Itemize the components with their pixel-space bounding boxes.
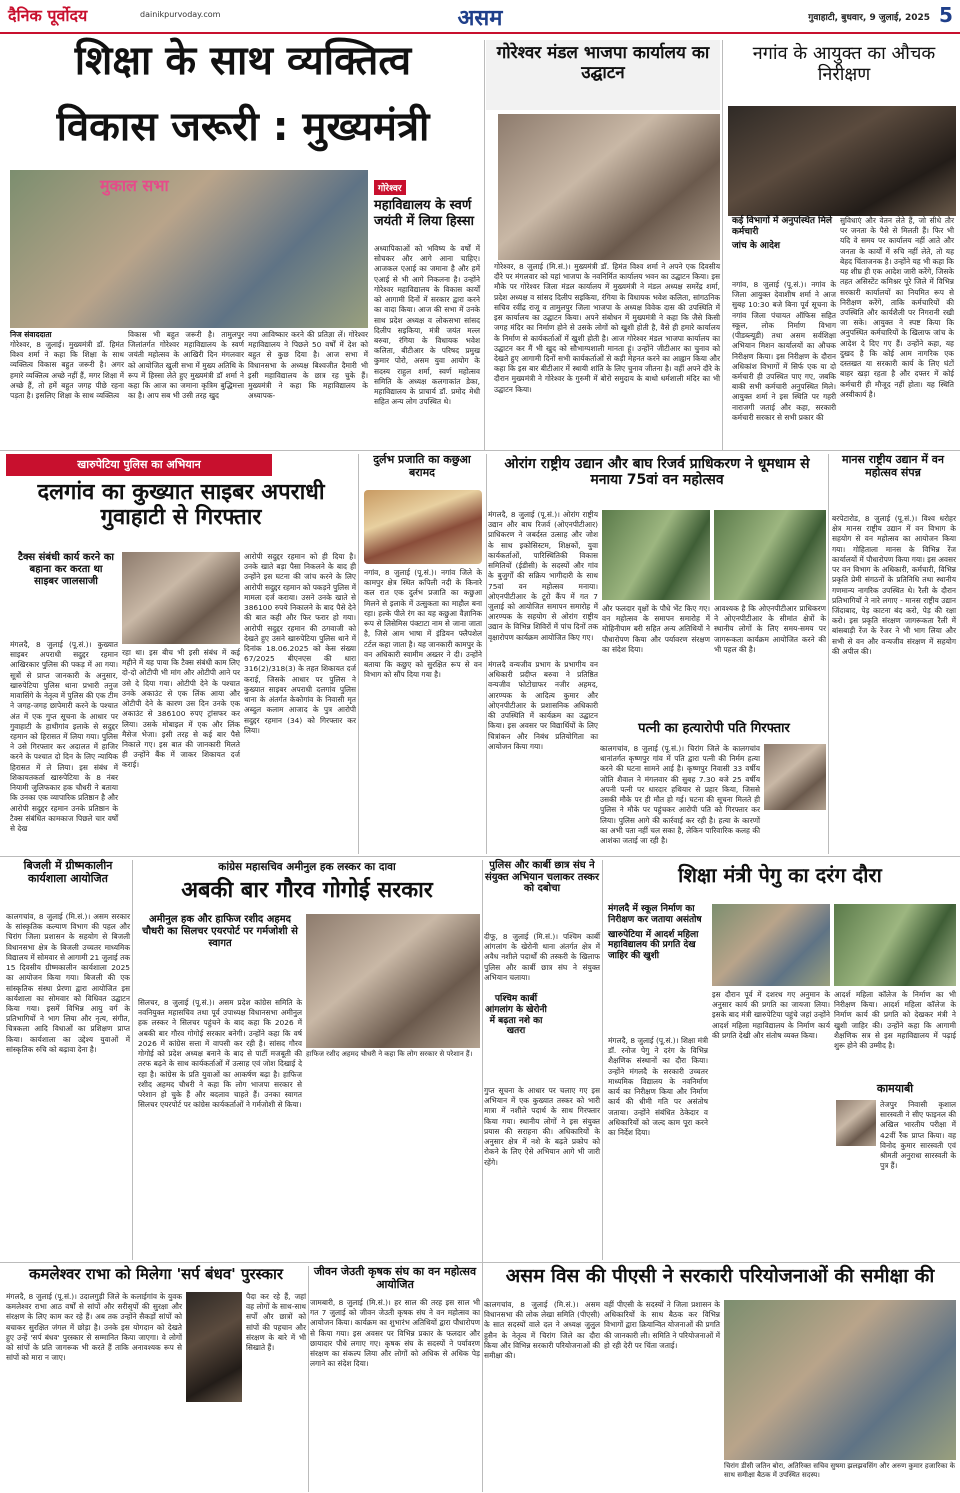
lead-body-col1b: विकास भी बहुत जरूरी है। तामुलपुर जिलांतर्गत गोरेश्वर महाविद्यालय के स्वर्ण जयंती महोत्सव के आखिरी दिन मंगलवार को आयोजित खुली सभा में मुख्य अतिथि के रूप में हिस्सा लेते हुए मुख्यमंत्री डॉ शर्मा ने कहा कि आज का जमाना कृत्रिम बुद्धिमत्ता का है। आप सब भी उसी तरह खुद (128, 330, 245, 401)
newspaper-logo: दैनिक पूर्वोदय (8, 6, 88, 25)
congress-headline: अबकी बार गौरव गोगोई सरकार (181, 878, 433, 903)
pac-story (484, 1266, 956, 1492)
lead-body-col1: गोरेश्वर, 8 जुलाई। मुख्यमंत्री डॉ. हिमंत विश्व शर्मा ने कहा कि शिक्षा के साथ व्यक्तित्व विकास बहुत जरूरी है। अगर हमारे व्यक्तित्व अच्छे नहीं हैं, मगर शिक्षा में अच्छे हैं, तो हमें बहुत जगह पीछे रहना पड़ता है। इसलिए शिक्षा के साथ व्यक्तित्व (10, 340, 124, 401)
education-body3: आदर्श महिला कॉलेज के निर्माण का भी निरीक्षण किया। आदर्श महिला कॉलेज के निर्माण कार्य की प्रगति को देखकर मंत्री ने खुशी जाहिर की। उन्होंने कहा कि आगामी शैक्षणिक सत्र से इस महाविद्यालय में पढ़ाई शुरू होने की उम्मीद है। (834, 990, 956, 1051)
nagaon-headline: नगांव के आयुक्त का औचक निरीक्षण (752, 43, 936, 85)
wife-photo (764, 744, 826, 810)
dateline: गुवाहाटी, बुधवार, 9 जुलाई, 2025 (808, 13, 930, 23)
pac-photo (724, 1300, 956, 1460)
orang-photo1 (602, 510, 710, 600)
lead-story (0, 38, 484, 448)
congress-story (134, 860, 480, 1260)
nagaon-body-col1: नगांव, 8 जुलाई (पू.सं.)। नगांव के जिला आयुक्त देवाशीष शर्मा ने आज सुबह 10:30 बजे बिना पूर्व सूचना के नगांव जिला पंचायत ऑफिस सहित स्कूल, लोक निर्माण विभाग (पीडब्ल्यूडी) तथा असम सर्वशिक्षा अभियान मिशन कार्यालयों का औचक निरीक्षण किया। इस निरीक्षण के दौरान अधिकांश विभागों में सिर्फ एक या दो कर्मचारी ही उपस्थित पाए गए, जबकि बाकी सभी कर्मचारी अनुपस्थित मिले। आयुक्त शर्मा ने इस स्थिति पर गहरी नाराजगी जताई और कहा, सरकारी कर्मचारी सरकार से सभी प्रकार की (732, 280, 836, 422)
electricity-story (6, 860, 130, 1260)
congress-subhead: अमीनुल हक और हाफिज रशीद अहमद चौधरी का सिलचर एयरपोर्ट पर गर्मजोशी से स्वागत (142, 914, 298, 949)
snake-photo (186, 1292, 242, 1402)
student-body1: दीफू, 8 जुलाई (मि.सं.)। पश्चिम कार्बी आंगलांग के खेरोनी थाना अंतर्गत क्षेत्र में अवैध नशीले पदार्थों की तस्करी के खिलाफ पुलिस और कार्बी छात्र संघ ने संयुक्त अभियान चलाया। (484, 932, 600, 982)
education-tags (608, 904, 708, 1034)
student-story (484, 860, 600, 1260)
wife-headline: पत्नी का हत्यारोपी पति गिरफ्तार (638, 721, 790, 736)
student-headline: पुलिस और कार्बी छात्र संघ ने संयुक्त अभियान चलाकर तस्कर को दबोचा (484, 860, 600, 894)
nagaon-tag2: जांच के आदेश (732, 240, 780, 251)
bjp-office-story (486, 40, 720, 450)
cyber-kicker: खारुपेटिया पुलिस का अभियान (6, 454, 272, 476)
education-tag1: मंगलदै में स्कूल निर्माण का निरीक्षण कर जताया असंतोष (608, 904, 702, 925)
nagaon-photo (728, 106, 956, 216)
success-photo (836, 1100, 876, 1146)
website-url: dainikpurvoday.com (140, 10, 221, 19)
nagaon-tag1: कई विभागों में अनुपस्थित मिले कर्मचारी (732, 216, 832, 237)
snake-body2: पैदा कर रहे हैं, जहां वह लोगों के साथ-साथ सर्पों और छात्रों को सांपों की पहचान और संरक्षण के बारे में भी सिखाते हैं। (246, 1292, 306, 1353)
jiban-body: जामबारी, 8 जुलाई (मि.सं.)। हर साल की तरह इस साल भी गत 7 जुलाई को जीवन जेउती कृषक संघ ने वन महोत्सव का आयोजन किया। कार्यक्रम का शुभारंभ अतिथियों द्वारा पौधारोपण से किया गया। इस अवसर पर विभिन्न प्रकार के फलदार और छायादार पौधे लगाए गए। कृषक संघ के सदस्यों ने पर्यावरण संरक्षण का संकल्प लिया और लोगों को अधिक से अधिक पेड़ लगाने का संदेश दिया। (310, 1298, 480, 1369)
education-body1: मंगलदै, 8 जुलाई (पू.सं.)। शिक्षा मंत्री डॉ. रनोज पेगु ने दरंग के विभिन्न शैक्षणिक संस्थानों का दौरा किया। उन्होंने मंगलदै के सरकारी उच्चतर माध्यमिक विद्यालय के नवनिर्माण कार्य का निरीक्षण किया और निर्माण कार्य की धीमी गति पर असंतोष जताया। उन्होंने संबंधित ठेकेदार व अधिकारियों को जल्द काम पूरा करने का निर्देश दिया। (608, 1036, 708, 1137)
side-headline: महाविद्यालय के स्वर्ण जयंती में लिया हिस्सा (374, 198, 475, 229)
snake-story (6, 1266, 306, 1492)
education-photo1 (712, 904, 830, 986)
education-body2: इस दौरान पूर्व में दशरथ गए अनुमान के अनुसार कार्य की प्रगति का जायजा लिया। इसके बाद मंत्री खारुपेटिया पहुंचे जहां उन्होंने आदर्श महिला महाविद्यालय के निर्माण कार्य की प्रगति देखी और संतोष व्यक्त किया। (712, 990, 830, 1040)
pac-headline: असम विस की पीएसी ने सरकारी परियोजनाओं की समीक्षा की (505, 1265, 935, 1287)
tortoise-photo (364, 490, 482, 564)
orang-body-col1: मंगलदै, 8 जुलाई (पू.सं.)। ओरांग राष्ट्रीय उद्यान और बाघ रिजर्व (ओएनपीटीआर) प्राधिकरण ने जबर्दस्त उत्साह और जोश के साथ इकोसिस्टम, शिक्षकों, युवा कार्यकर्ताओं, पारिस्थितिकी विकास समितियों (ईडीसी) के सदस्यों और गांव के बुजुर्गों की सक्रिय भागीदारी के साथ 75वां वन महोत्सव मनाया। ओएनपीटीआर के टूरो कैंप में गत 7 जुलाई को आयोजित समापन समारोह में आरण्यक के सहयोग से ओरांग राष्ट्रीय उद्यान के विभिन्न शिविरों में पांच दिनों तक वृक्षारोपण कार्यक्रम आयोजित किए गए। (488, 510, 598, 642)
tortoise-story (360, 454, 484, 854)
page-number: 5 (939, 3, 953, 27)
electricity-headline: बिजली में ग्रीष्मकालीन कार्यशाला आयोजित (23, 859, 113, 885)
cyber-body-col1: मंगलदै, 8 जुलाई (पू.सं.)। कुख्यात साइबर अपराधी सदुद्दर रहमान आखिरकार पुलिस की पकड़ में आ गया। सूत्रों से प्राप्त जानकारी के अनुसार, खारुपेटिया पुलिस थाना प्रभारी तनुज मावासिंगे के नेतृत्व में पुलिस की एक टीम ने जगह-जगह छापेमारी करने के पश्चात अंत में एक गुप्त सूचना के आधार पर गुवाहाटी के हाथीगांव इलाके से सदुद्दर रहमान को हिरासत में लिया गया। पुलिस ने उसे गिरफ्तार कर अदालत में हाजिर करने के पश्चात दो दिन के लिए न्यायिक हिरासत में ले लिया। इस संबंध में शिकायतकर्ता खारुपेटिया के 8 नंबर नियामी जुलिफकार हक चौधरी ने बताया कि उनका एक व्यापारिक प्रतिष्ठान है और आरोपी सदुद्दर रहमान उनके प्रतिष्ठान के टैक्स संबंधित कामकाज पिछले चार वर्षों से देख (10, 640, 118, 833)
cyber-subhead: टैक्स संबंधी कार्य करने का बहाना कर करता था साइबर जालसाजी (18, 552, 114, 587)
student-body2: गुप्त सूचना के आधार पर चलाए गए इस अभियान में एक कुख्यात तस्कर को भारी मात्रा में नशीले पदार्थ के साथ गिरफ्तार किया गया। स्थानीय लोगों ने इस संयुक्त प्रयास की सराहना की। अधिकारियों के अनुसार क्षेत्र में नशे के बढ़ते प्रकोप को रोकने के लिए ऐसे अभियान आगे भी जारी रहेंगे। (484, 1086, 600, 1167)
orang-body-col3: और फलदार वृक्षों के पौधे भेंट किए गए। वन महोत्सव के समापन समारोह में मोहिनीपाम बरी सहित अन्य अतिथियों ने पौधारोपण किया और पर्यावरण संरक्षण का संदेश दिया। (602, 604, 710, 654)
success-body: तेजपुर निवासी कृशाल सारस्वती ने सीए फाइनल की अखिल भारतीय परीक्षा में 42वीं रैंक प्राप्त किया। वह विनोद कुमार सारस्वती एवं श्रीमती अनुराधा सारस्वती के पुत्र हैं। (880, 1100, 956, 1171)
orang-photo2 (714, 510, 826, 600)
electricity-body: कालगचांव, 8 जुलाई (मि.सं.)। असम सरकार के सांस्कृतिक कल्याण विभाग की पहल और चिरांग जिला प्रशासन के सहयोग से बिजली विधानसभा क्षेत्र के बिजली उच्चतर माध्यमिक विद्यालय में सोमवार से आगामी 21 जुलाई तक 15 दिवसीय ग्रीष्मकालीन कार्यशाला 2025 का आयोजन किया गया। बिजली की एक सांस्कृतिक संस्था प्रेरणा द्वारा आयोजित इस कार्यशाला का सोमवार को विधिवत उद्घाटन किया गया। इसमें विभिन्न आयु वर्ग के प्रतिभागियों ने भाग लिया और नृत्य, संगीत, चित्रकला आदि विधाओं का प्रशिक्षण प्राप्त किया। कार्यशाला का उद्देश्य युवाओं में सांस्कृतिक रुचि को बढ़ावा देना है। (6, 912, 130, 1054)
nagaon-body-col2: सुविधाएं और वेतन लेते हैं, जो सीधे तौर पर जनता के पैसे से मिलती हैं। फिर भी यदि वे समय पर कार्यालय नहीं आते और जनता के कार्यों में रुचि नहीं लेते, तो यह बेहद चिंताजनक है। उन्होंने यह भी कहा कि यह शीघ्र ही एक आदेश जारी करेंगे, जिसके तहत असिस्टेंट कमिश्नर पूरे जिले में विभिन्न सरकारी कार्यालयों का नियमित रूप से निरीक्षण करेंगे, ताकि कर्मचारियों की उपस्थिति और कार्यशैली पर निगरानी रखी जा सके। आयुक्त ने स्पष्ट किया कि अनुपस्थित कर्मचारियों के खिलाफ जांच के आदेश दे दिए गए हैं। उन्होंने कहा, यह दुखद है कि कोई आम नागरिक एक दस्तखत या सरकारी कार्य के लिए घंटों बाहर खड़ा रहता है और दफ्तर में कोई कर्मचारी ही मौजूद नहीं होता। यह स्थिति अस्वीकार्य है। (840, 216, 954, 399)
pac-body1: कालगचांव, 8 जुलाई (मि.सं.)। असम विधानसभा की लोक लेखा समिति (पीएसी) के सात सदस्यों वाले दल ने अध्यक्ष जुलुल हुसैन के नेतृत्व में चिरांग जिले का दौरा किया और विभिन्न सरकारी परियोजनाओं की समीक्षा की। (484, 1300, 600, 1361)
jiban-story (310, 1266, 480, 1492)
lead-photo (10, 170, 368, 328)
photo-banner-text: मुकाल सभा (100, 176, 169, 195)
cyber-headline: दलगांव का कुख्यात साइबर अपराधी गुवाहाटी से गिरफ्तार (37, 480, 325, 531)
lead-byline: निज संवाददाता (10, 330, 52, 339)
manas-headline: मानस राष्ट्रीय उद्यान में वन महोत्सव संपन्न (842, 453, 944, 479)
lead-body-col2: अध्यापिकाओं को भविष्य के वर्षों में सोचकर और आगे आना चाहिए। आजकल एआई का जमाना है और हमें एआई से भी आगे निकलना है। उन्होंने गोरेश्वर महाविद्यालय के विकास कार्यों को आगामी दिनों में सरकार द्वारा करने का वादा किया। आज की सभा में उनके साथ प्रदेश अध्यक्ष व लोकसभा सांसद दिलीप सइकिया, मंत्री जयंत मल्ल बरुवा, रंगिया के विधायक भवेश कलिता, बीटीआर के परिषद प्रमुख कुमार पोरो, असम युवा आयोग के सदस्य राहुल शर्मा, स्वर्ण महोत्सव समिति के अध्यक्ष कलगाकांत डेका, महाविद्यालय के प्राचार्य डॉ. प्रमोद मेधी सहित अन्य लोग उपस्थित थे। (374, 244, 480, 407)
bjp-body: गोरेश्वर, 8 जुलाई (मि.सं.)। मुख्यमंत्री डॉ. हिमंत विश्व शर्मा ने अपने एक दिवसीय दौरे पर मंगलवार को यहां भाजपा के नवनिर्मित कार्यालय भवन का उद्घाटन किया। इस मौके पर गोरेश्वर जिला मंडल कार्यालय में मुख्यमंत्री ने मंडल अध्यक्ष समरेंद्र शर्मा, प्रदेश अध्यक्ष व सांसद दिलीप सइकिया, रंगिया के विधायक भवेश कलिता, सांगठनिक सचिव रवींद्र राजू व तामुलपुर जिला भाजपा के अध्यक्ष विवेक दास की उपस्थिति में इस कार्यालय का उद्घाटन किया। अपने संबोधन में मुख्यमंत्री ने कहा कि जैसे किसी जगह मंदिर का निर्माण होने से उसके लोगों को खुशी होती है, वैसे ही हमारे कार्यालय के निर्माण से कार्यकर्ताओं में खुशी होती है। आज गोरेश्वर मंडल भाजपा कार्यालय का उद्घाटन कर मैं भी खुद को सौभाग्यशाली मानता हूं। उन्होंने जीटीआर का चुनाव को देखते हुए आगामी दिनों सभी कार्यकर्ताओं से कड़ी मेहनत करने का आह्वान किया और कहा कि इस बार बीटीआर में स्थायी शांति के लिए चुनाव जीतना है। वहीं अपने दौरे के दौरान मुख्यमंत्री ने गोरेश्वर के गुरुमी में बोरो समुदाय के बाथो धर्मशाली मंदिर का भी उद्घाटन किया। (494, 262, 720, 394)
congress-body: सिलचर, 8 जुलाई (पू.सं.)। असम प्रदेश कांग्रेस समिति के नवनियुक्त महासचिव तथा पूर्व उपाध्यक्ष विधानसभा अमीनुल हक लस्कर ने सिलचर पहुंचने के बाद कहा कि 2026 में अबकी बार गौरव गोगोई सरकार बनेगी। उन्होंने कहा कि वर्ष 2026 में कांग्रेस सत्ता में वापसी कर रही है। सांसद गौरव गोगोई को प्रदेश अध्यक्ष बनाने के बाद से पार्टी मजबूती की तरफ बढ़ने के साथ कार्यकर्ताओं में उत्साह एवं जोश दिखाई दे रहा है। कांग्रेस के प्रति युवाओं का आकर्षण बढ़ा है। हाफिज रशीद अहमद चौधरी ने कहा कि लोग भाजपा सरकार से परेशान हो चुके हैं और बदलाव चाहते हैं। उनका स्वागत सिलचर एयरपोर्ट पर कांग्रेस कार्यकर्ताओं ने गर्मजोशी से किया। (138, 998, 302, 1110)
wife-body: कालगचांव, 8 जुलाई (पू.सं.)। चिरांग जिले के कालगचांव थानांतर्गत कृष्णपुर गांव में पति द्वारा पत्नी की निर्मम हत्या करने की घटना सामने आई है। कृष्णपुर निवासी 33 वर्षीय जोति शैवाल ने मंगलवार की सुबह 7.30 बजे 25 वर्षीय अपनी पत्नी पर धारदार हथियार से प्रहार किया, जिससे उसकी मौके पर ही मौत हो गई। घटना की सूचना मिलते ही पुलिस ने मौके पर पहुंचकर आरोपी पति को गिरफ्तार कर लिया। पुलिस आगे की कार्रवाई कर रही है। हत्या के कारणों का अभी पता नहीं चल सका है, लेकिन पारिवारिक कलह की आशंका जताई जा रही है। (600, 744, 760, 845)
cyber-photo (122, 552, 240, 644)
congress-photo (306, 914, 480, 1048)
cyber-body-col2: रहा था। इस बीच भी इसी संबंध में कई महीने में यह पाया कि टैक्स संबंधी काम लिए दो-दो ओटीपी भी मांग और ओटीपी आने पर उसे दे दिया गया। ओटीपी देने के पश्चात उनके अकाउंट से एक लिंक आया और ओटीपी देने के कारण उस दिन उनके एक अकाउंट से 386100 रुपए ट्रांसफर कर लिया। उसके मोबाइल में एक और लिंक मैसेज भेजा। इसी तरह से कई बार पैसे निकाले गए। इस बात की जानकारी मिलते ही उन्होंने बैंक में जाकर शिकायत दर्ज कराई। (122, 648, 240, 770)
education-tag2: खारुपेटिया में आदर्श महिला महाविद्यालय की प्रगति देख जाहिर की खुशी (608, 929, 699, 962)
snake-headline: कमलेश्वर राभा को मिलेगा 'सर्प बंधव' पुरस्कार (28, 1265, 284, 1283)
success-headline: कामयाबी (876, 1082, 914, 1095)
education-story (604, 860, 956, 1260)
congress-kicker: कांग्रेस महासचिव अमीनुल हक लस्कर का दावा (218, 861, 396, 873)
section-title: असम (457, 5, 503, 31)
wife-story (600, 722, 828, 852)
bjp-photo (498, 114, 720, 260)
orang-body-col2: मंगलदै वन्यजीव प्रभाग के प्रभागीय वन अधिकारी प्रदीप्त बरुवा ने प्रतिष्ठित वन्यजीव फोटोग्राफर नजीर अहमद, आरण्यक के आदित्य कुमार और ओएनपीटीआर के प्रशासनिक अधिकारी की उपस्थिति में कार्यक्रम का उद्घाटन किया। इस अवसर पर विद्यार्थियों के लिए चित्रांकन और निबंध प्रतियोगिता का आयोजन किया गया। (488, 660, 598, 751)
manas-body: बरपेटारोड, 8 जुलाई (पू.सं.)। विश्व धरोहर क्षेत्र मानस राष्ट्रीय उद्यान में वन विभाग के सहयोग से वन महोत्सव का आयोजन किया गया। गोहिताला मानस के विभिन्न रेंज कार्यालयों में पौधारोपण किया गया। इस अवसर पर वन विभाग के अधिकारी, कर्मचारी, विभिन्न प्रकृति प्रेमी संगठनों के प्रतिनिधि तथा स्थानीय गणमान्य नागरिक उपस्थित थे। रैली के दौरान प्रतिभागियों ने नारे लगाए - मानस राष्ट्रीय उद्यान जिंदाबाद, पेड़ काटना बंद करो, पेड़ की रक्षा करो। इस प्रकृति संरक्षण जागरूकता रैली में बांसबाड़ी रेंज के रेंजर ने भी भाग लिया और सभी से वन और वन्यजीव संरक्षण में सहयोग की अपील की। (832, 514, 956, 656)
congress-caption: हाफिज रशीद अहमद चौधरी ने कहा कि लोग सरकार से परेशान हैं। (306, 1050, 473, 1058)
lead-headline-line1: शिक्षा के साथ व्यक्तित्व (74, 38, 412, 84)
jiban-headline: जीवन जेउती कृषक संघ का वन महोत्सव आयोजित (313, 1265, 477, 1291)
pac-body2: वहीं पीएसी के सदस्यों ने जिला प्रशासन के अधिकारियों के साथ बैठक कर विभिन्न विभागों द्वारा क्रियान्वित योजनाओं की प्रगति की जानकारी ली। समिति ने परियोजनाओं में हो रही देरी पर चिंता जताई। (604, 1300, 720, 1350)
bjp-headline: गोरेश्वर मंडल भाजपा कार्यालय का उद्घाटन (486, 40, 720, 110)
nagaon-tags (732, 216, 836, 286)
masthead (0, 0, 960, 34)
side-tag: गोरेश्वर (374, 180, 406, 195)
snake-body: मंगलदै, 8 जुलाई (पू.सं.)। उदालगुड़ी जिले के कलाईगांव के युवक कमलेश्वर राभा आठ वर्षों से सांपों और सरीसृपों की सुरक्षा और संरक्षण के लिए काम कर रहे हैं। अब तक उन्होंने सैकड़ों सांपों को बचाकर सुरक्षित जंगल में छोड़ा है। उनके इस योगदान को देखते हुए उन्हें 'सर्प बंधव' पुरस्कार से सम्मानित किया जाएगा। वे लोगों को सांपों के प्रति जागरूक भी करते हैं ताकि अनावश्यक रूप से सांपों को मारा न जाए। (6, 1292, 182, 1363)
student-box: पश्चिम कार्बी आंगलांग के खेरोनी में बढ़ता नशे का खतरा (485, 994, 547, 1037)
lead-body-col1c: नया आविष्कार करने की प्रतिज्ञा लें। गोरेश्वर महाविद्यालय ने पिछले 50 वर्षों में देश को बहुत से कुछ दिया है। आज सभा में विधानसभा के अध्यक्ष बिश्वजीत दैमारी भी इसी महाविद्यालय के छात्र रह चुके हैं। मुख्यमंत्री ने कहा कि महाविद्यालय के अध्यापक- (248, 330, 368, 401)
cyber-story (6, 454, 356, 854)
education-photo2 (834, 904, 956, 986)
orang-body-col4: आवश्यक है कि ओएनपीटीआर प्राधिकरण ने ओएनपीटीआर के सीमांत क्षेत्रों के स्थानीय लोगों के लिए समय-समय पर जागरूकता कार्यक्रम आयोजित करने की भी पहल की है। (714, 604, 826, 654)
nagaon-story (724, 40, 956, 450)
orang-headline: ओरांग राष्ट्रीय उद्यान और बाघ रिजर्व प्राधिकरण ने धूमधाम से मनाया 75वां वन महोत्सव (504, 456, 810, 489)
manas-story (830, 454, 956, 854)
pac-caption: चिरांग डीसी जतिन बोरा, अतिरिक्त सचिव सुषमा झलझवसिंग और अरुण कुमार हजारिका के साथ समीक्षा बैठक में उपस्थित सदस्य। (724, 1462, 956, 1480)
tortoise-headline: दुर्लभ प्रजाति का कछुआ बरामद (373, 453, 471, 479)
lead-headline-line2: विकास जरूरी : मुख्यमंत्री (56, 104, 430, 150)
cyber-body-col3: आरोपी सदुद्दर रहमान को ही दिया है। उनके खाते बड़ा पैसा निकलने के बाद ही उन्होंने इस घटना की जांच करने के लिए आरोपी सदुद्दर रहमान को पकड़ने पुलिस में मामला दर्ज कराया। उसने उनके खाते से 386100 रुपये निकालने के बाद पैसे देने की बात कही और फिर फरार हो गया। आरोपी सदुद्दर रहमान की ठगवाजी को देखते हुए उसने खारुपेटिया पुलिस थाने में दिनांक 18.06.2025 को केस संख्या 67/2025 बीएनएस की धारा 316(2)/318(3) के तहत शिकायत दर्ज कराई, जिसके आधार पर पुलिस ने कुख्यात साइबर अपराधी दलगांव पुलिस थाना के अंतर्गत केकोगांव के निवासी मृत अब्दुल कलाम आजाद के पुत्र आरोपी सदुद्दर रहमान (34) को गिरफ्तार कर लिया। (244, 552, 356, 735)
education-headline: शिक्षा मंत्री पेगु का दरंग दौरा (678, 863, 882, 887)
tortoise-body: नगांव, 8 जुलाई (पू.सं.)। नगांव जिले के कामपुर क्षेत्र स्थित कपिली नदी के किनारे कल रात एक दुर्लभ प्रजाति का कछुआ मिलने से इलाके में उत्सुकता का माहौल बना रहा। हल्के पीले रंग का यह कछुआ वैज्ञानिक रूप से लिसेमिस पंक्टाटा नाम से जाना जाता है, जिसे आम भाषा में इंडियन फ्लैपशेल टर्टल कहा जाता है। यह जानकारी कामपुर के वन अधिकारी स्वामीम अख्तर ने दी। उन्होंने बताया कि कछुए को सुरक्षित रूप से वन विभाग को सौंप दिया गया है। (364, 568, 482, 680)
